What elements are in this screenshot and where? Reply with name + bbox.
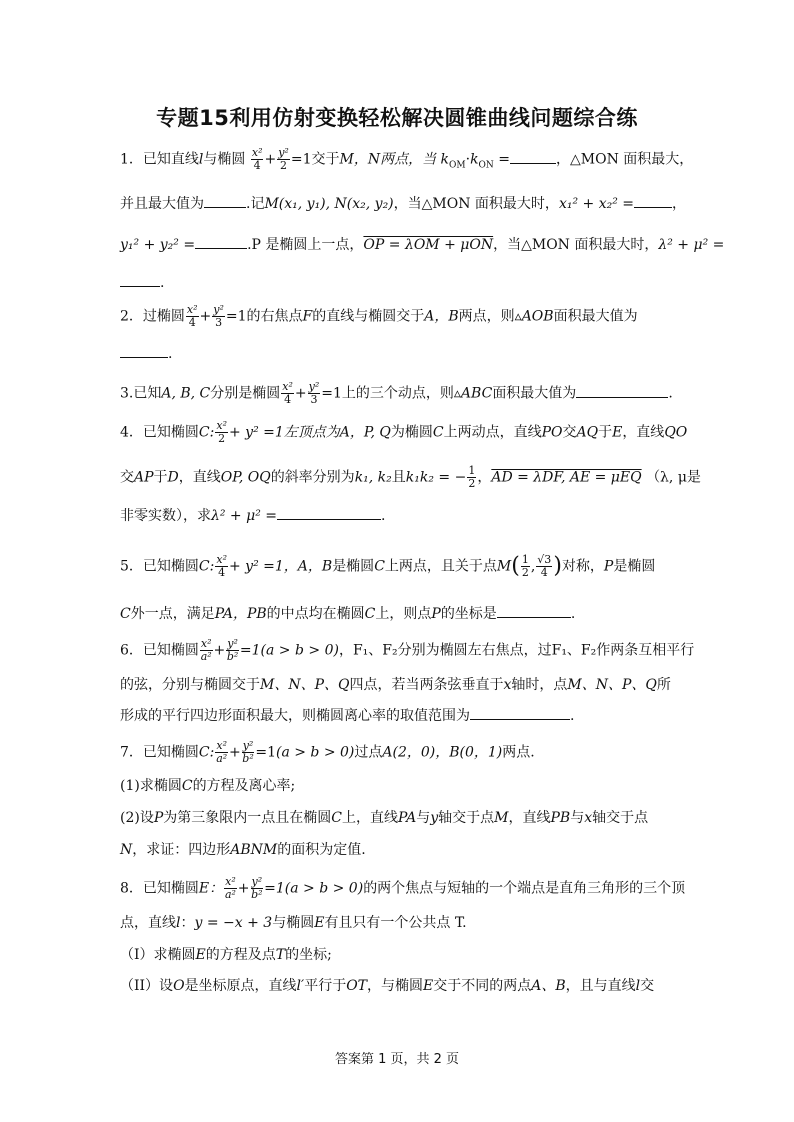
fraction: $\frac{\text{x²}}{4}$: [282, 380, 293, 406]
answer-blank[interactable]: [497, 603, 571, 618]
problem-6-line-2: 的弦，分别与椭圆交于M、N、P、Q四点，若当两条弦垂直于x轴时，点M、N、P、Q所: [120, 677, 671, 693]
answer-blank[interactable]: [470, 705, 570, 720]
answer-blank[interactable]: [120, 343, 168, 358]
fraction: $\frac{\text{x²}}{4}$: [186, 303, 198, 329]
problem-2-line-1: 2．过椭圆 $\frac{\text{x²}}{4}$ + $\frac{\text{y²}}{3}$ =1的右焦点F的直线与椭圆交于A，B两点，则▵AOB面积最大值为: [120, 303, 638, 329]
problem-7-line-1: 7．已知椭圆C: $\frac{\text{x²}}{\text{a²}}+$ $\frac{\text{y²}}{\text{b²}}=1(a > b > 0)$过点A(2，0)，B(0，1)两点.: [120, 739, 535, 765]
fraction: $\frac{\text{x²}}{\text{a²}}$: [216, 739, 228, 765]
fraction: $\frac{\text{y²}}{\text{b²}}$: [226, 637, 239, 663]
problem-8-part-2: （II）设O是坐标原点，直线l′平行于OT，与椭圆E交于不同的两点A、B，且与直线l交: [120, 978, 655, 994]
problem-2-line-2: .: [120, 343, 172, 364]
fraction: $\frac{1}{2}$: [468, 464, 476, 490]
answer-blank[interactable]: [576, 383, 668, 398]
problem-4-line-3: 非零实数），求λ² + μ² = .: [120, 505, 385, 526]
problem-5-line-1: 5．已知椭圆C: $\frac{\text{x²}}{4}$ + y² =1，A，B是椭圆C上两点，且关于点M( $\frac{1}{2}$ , $\frac{√3}{4}$ )对称，P是椭圆: [120, 553, 656, 579]
page-title: 专题15利用仿射变换轻松解决圆锥曲线问题综合练: [156, 106, 638, 130]
problem-7-part-1: (1)求椭圆C的方程及离心率;: [120, 778, 296, 794]
problem-1-line-4: .: [120, 272, 164, 293]
problem-1-line-2: 并且最大值为 .记M(x₁, y₁), N(x₂, y₂)，当△MON 面积最大时，x₁² + x₂² = ，: [120, 193, 686, 214]
answer-blank[interactable]: [510, 149, 556, 164]
fraction: $\frac{\text{x²}}{\text{a²}}$: [224, 875, 236, 901]
problem-8-line-2: 点，直线l：y = −x + 3与椭圆E有且只有一个公共点 T.: [120, 915, 467, 931]
problem-4-line-1: 4．已知椭圆C: $\frac{\text{x²}}{2}$ + y² =1左顶点为A，P, Q为椭圆C上两动点，直线PO交AQ于E，直线QO: [120, 419, 688, 445]
problem-8-line-1: 8．已知椭圆E： $\frac{\text{x²}}{\text{a²}}+$ $\frac{\text{y²}}{\text{b²}}=1(a > b > 0)$的两个焦点与短轴的一个端点是直角三角形的三个顶: [120, 875, 686, 901]
fraction: $\frac{\text{y²}}{3}$: [308, 380, 320, 406]
problem-1-line-1: 1．已知直线l与椭圆 $\frac{\text{x²}}{4}$ + $\frac{\text{y²}}{2}$ =1交于M，N两点，当 $k_{OM}\cdot k_{ON}$ = ，△MON 面积最大，: [120, 146, 694, 172]
problem-7-part-2-line-2: N，求证：四边形ABNM的面积为定值.: [120, 842, 366, 858]
fraction: $\frac{√3}{4}$: [537, 553, 552, 579]
problem-8-part-1: （I）求椭圆E的方程及点T的坐标;: [120, 947, 332, 963]
answer-blank[interactable]: [120, 272, 160, 287]
page-footer: 答案第 1 页，共 2 页: [334, 1052, 460, 1067]
answer-blank[interactable]: [195, 234, 247, 249]
fraction: $\frac{\text{x²}}{4}$: [216, 553, 227, 579]
fraction: $\frac{\text{y²}}{\text{b²}}$: [251, 875, 263, 901]
fraction: $\frac{\text{y²}}{3}$: [213, 303, 224, 329]
problem-6-line-1: 6．已知椭圆 $\frac{\text{x²}}{\text{a²}}+$ $\frac{\text{y²}}{\text{b²}}=1(a > b > 0)$，F₁、F₂分别为椭圆左右焦点，过F₁、F₂作两条互相平行: [120, 637, 695, 663]
fraction: $\frac{\text{x²}}{4}$: [251, 146, 263, 172]
problem-4-line-2: 交AP于D，直线OP, OQ的斜率分别为k₁, k₂且k₁k₂ = − $\frac{1}{2}$ ，AD = λDF, AE = μEQ （λ, μ是: [120, 464, 701, 490]
problem-1-line-3: y₁² + y₂² = .P 是椭圆上一点，OP = λOM + μON，当△MON 面积最大时，λ² + μ² =: [120, 234, 724, 255]
problem-5-line-2: C外一点，满足PA，PB的中点均在椭圆C上，则点P的坐标是 .: [120, 603, 575, 624]
fraction: $\frac{1}{2}$: [521, 553, 529, 579]
fraction: $\frac{\text{x²}}{\text{a²}}$: [200, 637, 212, 663]
answer-blank[interactable]: [634, 193, 672, 208]
problem-6-line-3: 形成的平行四边形面积最大，则椭圆离心率的取值范围为 .: [120, 705, 574, 726]
answer-blank[interactable]: [204, 193, 246, 208]
fraction: $\frac{\text{y²}}{\text{b²}}$: [242, 739, 254, 765]
problem-3-line-1: 3.已知A, B, C分别是椭圆 $\frac{\text{x²}}{4}$ + $\frac{\text{y²}}{3}$ =1上的三个动点，则▵ABC面积最大值为 .: [120, 380, 673, 406]
answer-blank[interactable]: [277, 505, 381, 520]
problem-7-part-2-line-1: (2)设P为第三象限内一点且在椭圆C上，直线PA与y轴交于点M，直线PB与x轴交于点: [120, 810, 649, 826]
fraction: $\frac{\text{x²}}{2}$: [216, 419, 227, 445]
fraction: $\frac{\text{y²}}{2}$: [278, 146, 289, 172]
